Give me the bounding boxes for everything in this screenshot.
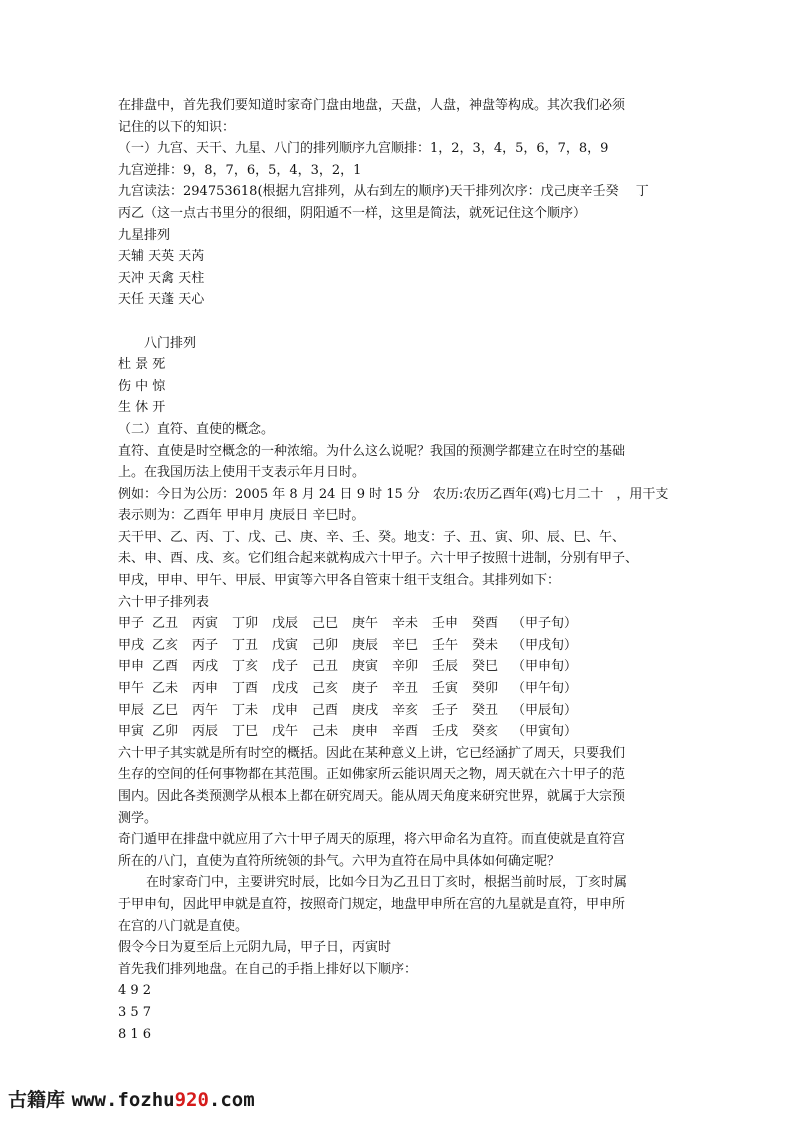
text-line: 记住的以下的知识： <box>118 119 236 135</box>
jiazi-cell: 癸亥 <box>472 724 499 740</box>
text-line: 天干甲、乙、丙、丁、戊、己、庚、辛、壬、癸。地支：子、丑、寅、卯、辰、巳、午、 <box>118 529 626 545</box>
eight-gates-row: 伤 中 惊 <box>118 378 166 394</box>
jiazi-cell: 丙辰 <box>192 724 219 740</box>
jiazi-row <box>118 700 678 722</box>
jiazi-cell: 乙丑 <box>152 616 179 632</box>
footer-url[interactable] <box>72 1089 255 1111</box>
grid-row: 3 5 7 <box>118 1004 152 1020</box>
jiazi-xun-label: （甲申旬） <box>512 659 578 675</box>
jiazi-cell: 庚申 <box>352 724 379 740</box>
jiazi-xun-label: （甲寅旬） <box>512 724 578 740</box>
jiazi-xun-label: （甲午旬） <box>512 681 578 697</box>
text-line: 直符、直使是时空概念的一种浓缩。为什么这么说呢？我国的预测学都建立在时空的基础 <box>118 443 626 459</box>
text-line: 于甲申旬，因此甲申就是直符，按照奇门规定，地盘甲申所在宫的九星就是直符，甲申所 <box>118 896 626 912</box>
jiazi-cell: 甲子 <box>118 616 145 632</box>
text-line: 围内。因此各类预测学从根本上都在研究周天。能从周天角度来研究世界，就属于大宗预 <box>118 789 626 804</box>
eight-gates-row: 杜 景 死 <box>118 357 166 373</box>
jiazi-cell: 癸未 <box>472 637 499 653</box>
jiazi-cell: 辛巳 <box>392 637 419 653</box>
text-line: 所在的八门，直使为直符所统领的卦气。六甲为直符在局中具体如何确定呢？ <box>118 853 561 869</box>
jiazi-cell: 丙子 <box>192 637 219 653</box>
jiazi-cell: 辛未 <box>392 616 419 632</box>
jiazi-cell: 辛丑 <box>392 681 419 697</box>
jiazi-cell: 戊午 <box>272 724 299 740</box>
jiazi-cell: 乙巳 <box>152 702 179 718</box>
section-heading-zhifu: （二）直符、直使的概念。 <box>118 421 275 437</box>
jiazi-cell: 甲戌 <box>118 637 145 653</box>
eight-gates-row: 生 休 开 <box>118 400 166 416</box>
section-heading-nine-stars: 九星排列 <box>118 227 171 243</box>
text-line: 在宫的八门就是直使。 <box>118 918 249 934</box>
jiazi-cell: 乙未 <box>152 681 179 697</box>
jiazi-table <box>118 613 678 743</box>
text-line: 六十甲子其实就是所有时空的概括。因此在某种意义上讲，它已经涵扩了周天，只要我们 <box>118 745 626 761</box>
text-line: 在时家奇门中，主要讲究时辰，比如今日为乙丑日丁亥时，根据当前时辰，丁亥时属 <box>146 875 628 891</box>
jiazi-table-title: 六十甲子排列表 <box>118 594 210 610</box>
footer-url-prefix: www.fozhu <box>71 1089 175 1111</box>
jiazi-cell: 丙午 <box>192 702 219 718</box>
jiazi-cell: 丙申 <box>192 681 219 697</box>
jiazi-cell: 庚戌 <box>352 702 379 718</box>
jiazi-cell: 甲寅 <box>118 724 145 740</box>
jiazi-cell: 庚寅 <box>352 659 379 675</box>
jiazi-row <box>118 613 678 635</box>
jiazi-cell: 丁未 <box>232 702 259 718</box>
jiazi-cell: 戊寅 <box>272 637 299 653</box>
text-line: （一）九宫、天干、九星、八门的排列顺序九宫顺排：1，2，3，4，5，6，7，8，9 <box>118 141 609 157</box>
jiazi-cell: 己未 <box>312 724 339 740</box>
jiazi-cell: 丁丑 <box>232 637 259 653</box>
jiazi-cell: 甲午 <box>118 681 145 697</box>
jiazi-cell: 癸酉 <box>472 616 499 632</box>
jiazi-cell: 辛亥 <box>392 702 419 718</box>
nine-stars-row: 天冲 天禽 天柱 <box>118 270 205 286</box>
jiazi-xun-label: （甲戌旬） <box>512 637 578 653</box>
footer-url-suffix: .com <box>208 1089 255 1111</box>
jiazi-row <box>118 635 678 657</box>
jiazi-cell: 乙卯 <box>152 724 179 740</box>
document-body <box>118 95 678 1045</box>
jiazi-cell: 己亥 <box>312 681 339 697</box>
jiazi-row <box>118 678 678 700</box>
jiazi-cell: 庚午 <box>352 616 379 632</box>
jiazi-cell: 戊戌 <box>272 681 299 697</box>
jiazi-cell: 壬午 <box>432 637 459 653</box>
jiazi-cell: 庚子 <box>352 681 379 697</box>
text-line: 在排盘中，首先我们要知道时家奇门盘由地盘，天盘，人盘，神盘等构成。其次我们必须 <box>118 98 626 113</box>
jiazi-cell: 丁卯 <box>232 616 259 632</box>
nine-stars-row: 天辅 天英 天芮 <box>118 249 205 265</box>
jiazi-cell: 壬辰 <box>432 659 459 675</box>
text-line: 上。在我国历法上使用干支表示年月日时。 <box>118 465 366 481</box>
section-heading-eight-gates: 八门排列 <box>144 335 197 351</box>
text-line: 甲戌，甲申、甲午、甲辰、甲寅等六甲各自管束十组干支组合。其排列如下： <box>118 573 561 589</box>
text-line: 表示则为：乙酉年 甲申月 庚辰日 辛巳时。 <box>118 508 365 524</box>
jiazi-cell: 戊子 <box>272 659 299 675</box>
blank-line <box>118 311 678 333</box>
jiazi-cell: 癸卯 <box>472 681 499 697</box>
jiazi-cell: 壬申 <box>432 616 459 632</box>
jiazi-cell: 癸丑 <box>472 702 499 718</box>
jiazi-cell: 壬子 <box>432 702 459 718</box>
jiazi-xun-label: （甲子旬） <box>512 616 578 632</box>
jiazi-row <box>118 656 678 678</box>
jiazi-cell: 壬寅 <box>432 681 459 697</box>
jiazi-cell: 辛酉 <box>392 724 419 740</box>
jiazi-xun-label: （甲辰旬） <box>512 702 578 718</box>
footer-watermark <box>8 1085 255 1115</box>
text-line: 首先我们排列地盘。在自己的手指上排好以下顺序： <box>118 961 418 977</box>
jiazi-cell: 丁酉 <box>232 681 259 697</box>
jiazi-cell: 乙亥 <box>152 637 179 653</box>
text-line: 生存的空间的任何事物都在其范围。正如佛家所云能识周天之物，周天就在六十甲子的范 <box>118 767 626 783</box>
jiazi-cell: 庚辰 <box>352 637 379 653</box>
jiazi-cell: 丙寅 <box>192 616 219 632</box>
nine-stars-row: 天任 天蓬 天心 <box>118 292 205 308</box>
grid-row: 4 9 2 <box>118 983 152 999</box>
text-line: 九宫读法：294753618(根据九宫排列，从右到左的顺序)天干排列次序：戊己庚辛壬癸 丁 <box>118 184 649 200</box>
text-line: 假令今日为夏至后上元阴九局，甲子日，丙寅时 <box>118 940 392 956</box>
footer-url-number: 920 <box>174 1089 209 1111</box>
jiazi-cell: 己酉 <box>312 702 339 718</box>
footer-site-name: 古籍库 <box>8 1089 66 1111</box>
jiazi-cell: 丁巳 <box>232 724 259 740</box>
jiazi-cell: 己巳 <box>312 616 339 632</box>
text-line: 丙乙（这一点古书里分的很细，阴阳遁不一样，这里是简法，就死记住这个顺序） <box>118 205 587 221</box>
jiazi-cell: 己丑 <box>312 659 339 675</box>
jiazi-cell: 壬戌 <box>432 724 459 740</box>
jiazi-cell: 丙戌 <box>192 659 219 675</box>
jiazi-cell: 戊申 <box>272 702 299 718</box>
jiazi-cell: 癸巳 <box>472 659 499 675</box>
text-line: 测学。 <box>118 810 158 826</box>
grid-row: 8 1 6 <box>118 1026 152 1042</box>
jiazi-cell: 丁亥 <box>232 659 259 675</box>
text-line: 九宫逆排：9，8，7，6，5，4，3，2，1 <box>118 162 362 178</box>
jiazi-cell: 乙酉 <box>152 659 179 675</box>
jiazi-cell: 辛卯 <box>392 659 419 675</box>
jiazi-row <box>118 721 678 743</box>
jiazi-cell: 甲辰 <box>118 702 145 718</box>
jiazi-cell: 戊辰 <box>272 616 299 632</box>
text-line: 未、申、酉、戌、亥。它们组合起来就构成六十甲子。六十甲子按照十进制，分别有甲子、 <box>118 551 639 567</box>
text-line: 奇门遁甲在排盘中就应用了六十甲子周天的原理，将六甲命名为直符。而直使就是直符宫 <box>118 832 626 848</box>
jiazi-cell: 己卯 <box>312 637 339 653</box>
jiazi-cell: 甲申 <box>118 659 145 675</box>
text-line: 例如：今日为公历：2005 年 8 月 24 日 9 时 15 分 农历:农历乙酉年(鸡)七月二十 ，用干支 <box>118 486 669 502</box>
